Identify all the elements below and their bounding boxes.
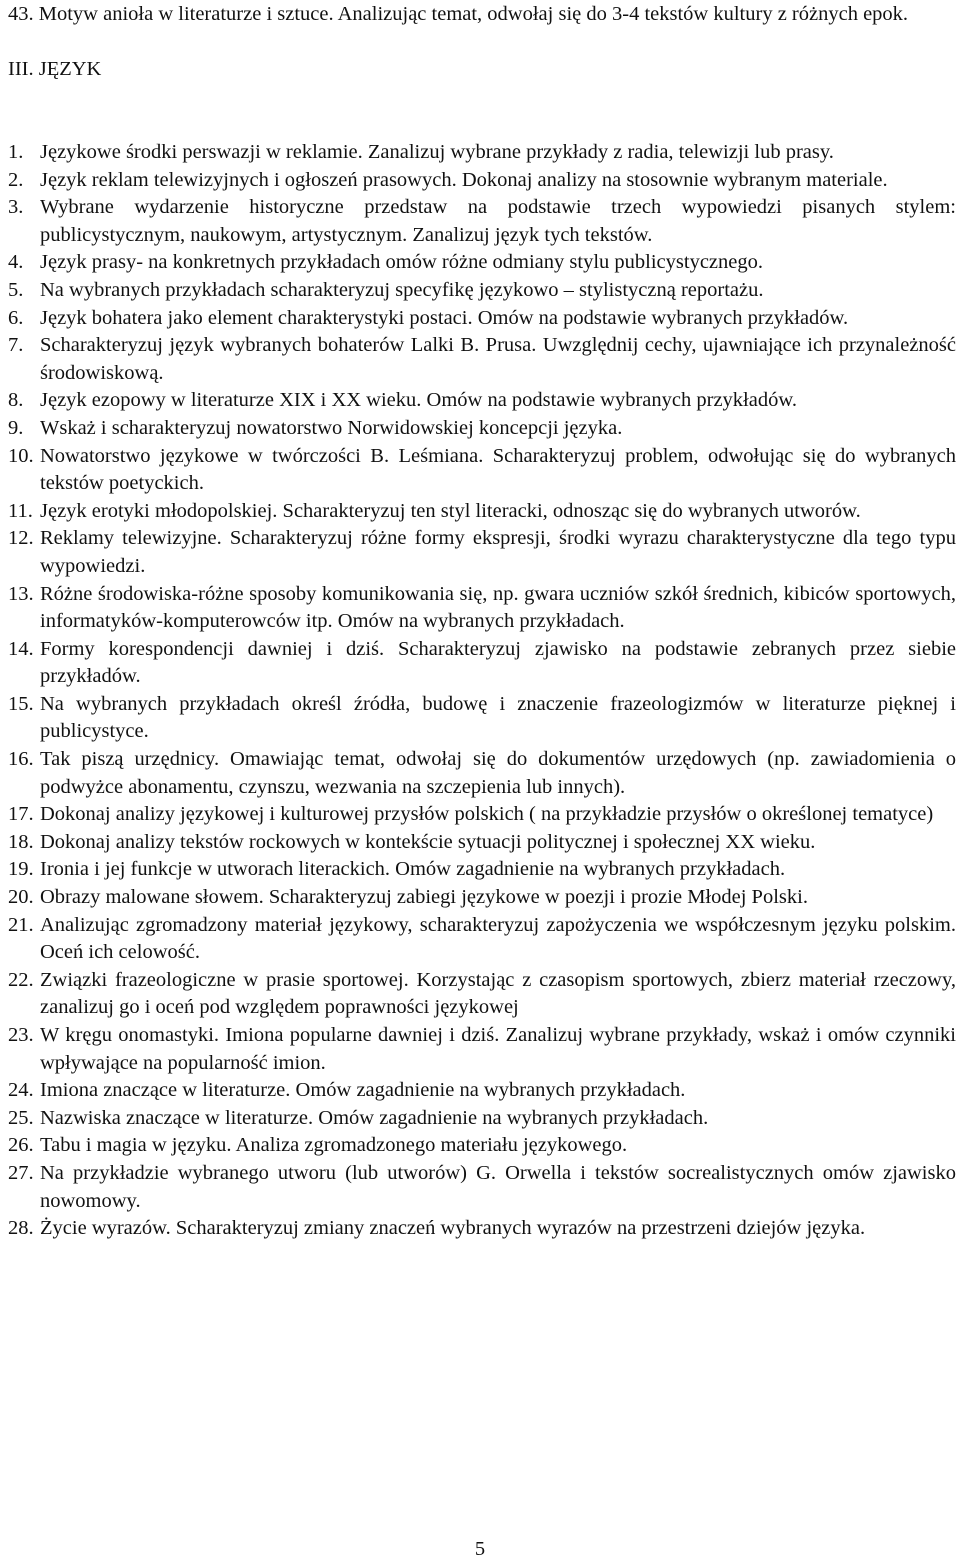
- list-item-text: Na wybranych przykładach określ źródła, budowę i znaczenie frazeologizmów w literaturze pięknej i publicystyce.: [40, 692, 956, 743]
- list-item-body: Motyw anioła w literaturze i sztuce. Analizując temat, odwołaj się do 3-4 tekstów kultury z różnych epok.: [38, 3, 909, 25]
- list-item-number: 26.: [8, 1134, 34, 1157]
- list-item-number: 9.: [8, 416, 24, 439]
- list-item: [8, 305, 956, 333]
- list-item-text: Reklamy telewizyjne. Scharakteryzuj różne formy ekspresji, środki wyrazu charakterystyczne dla tego typu wypowiedzi.: [40, 527, 956, 577]
- list-item: [8, 139, 956, 167]
- list-item-number: 20.: [8, 886, 34, 909]
- list-item: [8, 194, 956, 249]
- list-item: [8, 415, 956, 443]
- list-item: [8, 1215, 956, 1243]
- list-item-text: Tak piszą urzędnicy. Omawiając temat, odwołaj się do dokumentów urzędowych (np. zawiadomienia o podwyżce abonamentu, czynszu, wezwania na szczepienia lub innych).: [40, 748, 956, 798]
- list-item-text: Tabu i magia w języku. Analiza zgromadzonego materiału językowego.: [40, 1134, 628, 1157]
- list-item: [8, 967, 956, 1022]
- list-item: [8, 332, 956, 387]
- list-item-number: 27.: [8, 1161, 34, 1184]
- list-item-text: Imiona znaczące w literaturze. Omów zagadnienie na wybranych przykładach.: [40, 1079, 686, 1102]
- list-item: [8, 167, 956, 195]
- list-item-text: Język ezopowy w literaturze XIX i XX wieku. Omów na podstawie wybranych przykładów.: [40, 389, 797, 412]
- list-item-number: 11.: [8, 499, 33, 522]
- list-item-text: Język bohatera jako element charakterystyki postaci. Omów na podstawie wybranych przykładów.: [40, 306, 849, 329]
- list-item-text: Język reklam telewizyjnych i ogłoszeń prasowych. Dokonaj analizy na stosownie wybranym materiale.: [40, 168, 888, 191]
- list-item-text: Język erotyki młodopolskiej. Scharakteryzuj ten styl literacki, odnosząc się do wybranych utworów.: [40, 499, 861, 522]
- list-item: [8, 691, 956, 746]
- list-item-number: 5.: [8, 278, 24, 301]
- list-item-number: 23.: [8, 1024, 34, 1046]
- list-item-text: Dokonaj analizy tekstów rockowych w kontekście sytuacji politycznej i społecznej XX wieku.: [40, 830, 816, 853]
- list-item: [8, 746, 956, 801]
- section-heading: III. JĘZYK: [8, 58, 102, 80]
- list-item-number: 21.: [8, 913, 34, 936]
- list-item-number: 24.: [8, 1079, 34, 1102]
- list-item: [8, 856, 956, 884]
- list-item-number: 13.: [8, 582, 34, 605]
- list-item-text: [8, 1, 956, 29]
- list-item: [8, 1105, 956, 1133]
- list-item: [8, 1077, 956, 1105]
- list-item-number: 43.: [8, 3, 34, 25]
- list-item: [8, 912, 956, 967]
- list-item-text: Analizując zgromadzony materiał językowy, scharakteryzuj zapożyczenia we współczesnym języku polskim. Oceń ich celowość.: [40, 913, 956, 964]
- list-item-number: 22.: [8, 968, 34, 991]
- list-item-number: 2.: [8, 168, 24, 191]
- list-item-number: 1.: [8, 141, 24, 163]
- list-item-text: Związki frazeologiczne w prasie sportowej. Korzystając z czasopism sportowych, zbierz materiał rzeczowy, zanalizuj go i oceń pod względem poprawności językowej: [40, 968, 956, 1019]
- list-item-text: Na wybranych przykładach scharakteryzuj specyfikę językowo – stylistyczną reportażu.: [40, 278, 764, 301]
- list-item-text: Nowatorstwo językowe w twórczości B. Leśmiana. Scharakteryzuj problem, odwołując się do wybranych tekstów poetyckich.: [40, 444, 956, 495]
- list-item-number: 7.: [8, 334, 24, 357]
- list-item-text: Różne środowiska-różne sposoby komunikowania się, np. gwara uczniów szkół średnich, kibiców sportowych, informatyków-komputerowców itp. Omów na wybranych przykładach.: [40, 582, 956, 633]
- list-item-number: 12.: [8, 527, 34, 550]
- list-item: [8, 581, 956, 636]
- list-item-number: 18.: [8, 830, 34, 853]
- list-item: [8, 1022, 956, 1077]
- list-item-text: Ironia i jej funkcje w utworach literackich. Omów zagadnienie na wybranych przykładach.: [40, 858, 786, 881]
- list-item: [8, 1160, 956, 1215]
- list-item-text: Scharakteryzuj język wybranych bohaterów Lalki B. Prusa. Uwzględnij cechy, ujawniające ich przynależność środowiskową.: [40, 334, 956, 384]
- list-item: [8, 829, 956, 857]
- list-item: [8, 1132, 956, 1160]
- list-item-text: Język prasy- na konkretnych przykładach omów różne odmiany stylu publicystycznego.: [40, 251, 763, 274]
- list-item-text: Wskaż i scharakteryzuj nowatorstwo Norwidowskiej koncepcji języka.: [40, 416, 623, 439]
- list-item: [8, 525, 956, 580]
- page-number: 5: [474, 1538, 486, 1560]
- list-item-number: 10.: [8, 444, 34, 467]
- list-item-text: W kręgu onomastyki. Imiona popularne dawniej i dziś. Zanalizuj wybrane przykłady, wskaż i omów czynniki wpływające na popularność imion.: [40, 1024, 956, 1074]
- list-item-text: Życie wyrazów. Scharakteryzuj zmiany znaczeń wybranych wyrazów na przestrzeni dziejów języka.: [40, 1217, 866, 1240]
- list-item-number: 17.: [8, 803, 34, 826]
- list-item: [8, 277, 956, 305]
- list-item-text: Nazwiska znaczące w literaturze. Omów zagadnienie na wybranych przykładach.: [40, 1106, 709, 1129]
- list-item-text: Obrazy malowane słowem. Scharakteryzuj zabiegi językowe w poezji i prozie Młodej Polski.: [40, 886, 808, 909]
- list-item-number: 16.: [8, 748, 34, 771]
- list-item: [8, 636, 956, 691]
- list-item: [8, 249, 956, 277]
- list-item-number: 28.: [8, 1217, 34, 1240]
- list-item-number: 3.: [8, 196, 24, 219]
- list-item-text: Wybrane wydarzenie historyczne przedstaw na podstawie trzech wypowiedzi pisanych stylem: publicystycznym, naukowym, artystycznym. Zanalizuj język tych tekstów.: [40, 196, 956, 246]
- list-item-number: 14.: [8, 637, 34, 660]
- list-item: [8, 387, 956, 415]
- list-item: [8, 884, 956, 912]
- list-item: [8, 498, 956, 526]
- list-item: [8, 443, 956, 498]
- list-item-number: 15.: [8, 692, 34, 715]
- list-item: [8, 801, 956, 829]
- list-item-43: [8, 1, 956, 29]
- list-item-text: Na przykładzie wybranego utworu (lub utworów) G. Orwella i tekstów socrealistycznych omów zjawisko nowomowy.: [40, 1161, 956, 1212]
- list-item-number: 19.: [8, 858, 34, 881]
- list-item-number: 25.: [8, 1106, 34, 1129]
- topic-list: [8, 139, 956, 1243]
- list-item-text: Językowe środki perswazji w reklamie. Zanalizuj wybrane przykłady z radia, telewizji lub prasy.: [40, 141, 834, 163]
- list-item-text: Dokonaj analizy językowej i kulturowej przysłów polskich ( na przykładzie przysłów o określonej tematyce): [40, 803, 934, 826]
- list-item-number: 8.: [8, 389, 24, 412]
- list-item-number: 4.: [8, 251, 24, 274]
- list-item-text: Formy korespondencji dawniej i dziś. Scharakteryzuj zjawisko na podstawie zebranych przez siebie przykładów.: [40, 637, 956, 688]
- list-item-number: 6.: [8, 306, 24, 329]
